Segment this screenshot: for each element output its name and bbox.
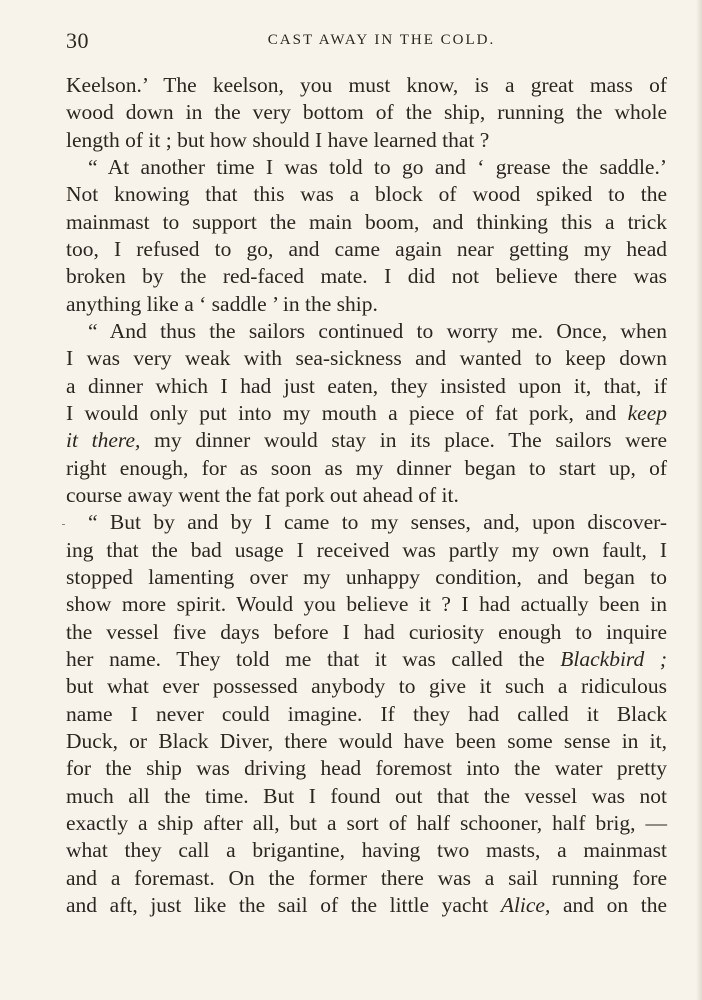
text-line-segment: her name. They told me that it was called the [66,646,545,671]
text-line: the vessel five days before I had curiosity enough to inquire [66,619,667,644]
text-line: mainmast to support the main boom, and thinking this a trick [66,209,667,234]
page-edge-shadow [696,0,702,1000]
text-line: Keelson.’ The keelson, you must know, is a great mass of [66,73,667,97]
text-line: and a foremast. On the former there was a sail running fore [66,865,667,890]
page-number: 30 [66,28,89,53]
text-line: “ And thus the sailors continued to worry me. Once, when [88,318,667,343]
text-line: stopped lamenting over my unhappy condition, and began to [66,564,667,589]
italic-phrase: Blackbird ; [560,646,668,671]
text-line [66,646,667,673]
text-line: what they call a brigantine, having two masts, a mainmast [66,838,667,863]
italic-phrase: keep [627,400,668,425]
running-title: CAST AWAY IN THE COLD. [267,32,496,48]
text-line: a dinner which I had just eaten, they insisted upon it, that, if [66,373,667,398]
text-line: “ At another time I was told to go and ‘ grease the saddle.’ [88,154,667,179]
text-line-segment: my dinner would stay in its place. The sailors were [140,428,667,453]
text-line: exactly a ship after all, but a sort of half schooner, half brig, — [66,810,667,835]
text-line: I was very weak with sea-sickness and wanted to keep down [66,346,667,371]
text-line: wood down in the very bottom of the ship, running the whole [66,100,667,125]
text-line: right enough, for as soon as my dinner began to start up, of [66,455,667,480]
text-line: Not knowing that this was a block of wood spiked to the [66,182,667,207]
text-line: “ But by and by I came to my senses, and, upon discover- [88,510,667,535]
text-line: name I never could imagine. If they had called it Black [66,701,667,726]
text-line: show more spirit. Would you believe it ? I had actually been in [66,592,667,617]
margin-mark [62,524,65,525]
text-line-segment: I would only put into my mouth a piece of fat pork, and [66,400,617,425]
text-line [66,427,667,454]
italic-phrase: it there, [66,428,141,453]
text-line-segment: and aft, just like the sail of the little yacht [66,892,489,917]
text-line: much all the time. But I found out that the vessel was not [66,783,667,808]
text-line: for the ship was driving head foremost into the water pretty [66,756,667,781]
running-head [66,28,667,52]
text-line: too, I refused to go, and came again near getting my head [66,236,667,261]
text-line: but what ever possessed anybody to give it such a ridiculous [66,674,667,699]
text-line: broken by the red-faced mate. I did not believe there was [66,264,667,289]
italic-phrase: Alice, [500,892,551,917]
body-text [66,72,667,919]
text-line-segment: and on the [550,892,668,917]
text-line: ing that the bad usage I received was partly my own fault, I [66,537,667,562]
text-line: course away went the fat pork out ahead of it. [66,482,459,507]
text-line [66,892,667,919]
text-line: length of it ; but how should I have learned that ? [66,127,490,152]
text-line [66,400,667,427]
text-line: Duck, or Black Diver, there would have been some sense in it, [66,728,667,753]
text-line: anything like a ‘ saddle ’ in the ship. [66,291,378,316]
